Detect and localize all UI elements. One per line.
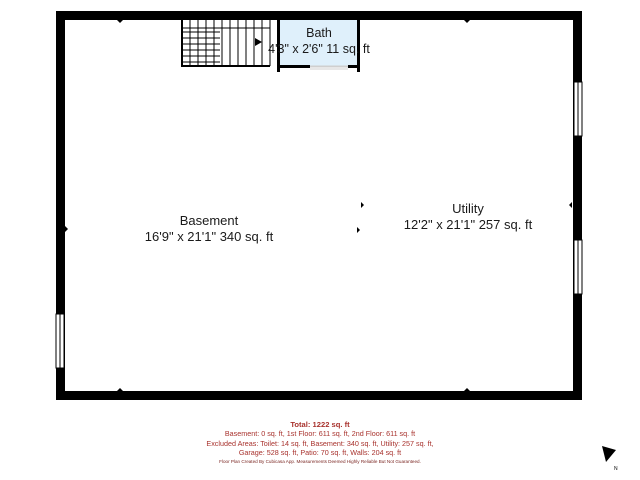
utility-label (388, 201, 548, 233)
basement-dimensions: 16'9" x 21'1" 340 sq. ft (144, 229, 274, 244)
area-summary (0, 420, 640, 466)
window-left (56, 314, 64, 368)
compass-label: N (614, 466, 618, 472)
window-right-upper (574, 82, 582, 136)
bath-label (259, 25, 379, 57)
utility-dimensions: 12'2" x 21'1" 257 sq. ft (403, 217, 533, 232)
bath-dimensions: 4'3" x 2'6" 11 sq. ft (268, 42, 370, 56)
basement-name: Basement (179, 213, 239, 228)
basement-label (129, 213, 289, 245)
stairs (182, 20, 270, 66)
disclaimer: Floor Plan Created By Cubicasa App. Measurements Deemed Highly Reliable But Not Guaranteed. (219, 458, 421, 464)
excluded-areas: Excluded Areas: Toilet: 14 sq. ft, Basement: 340 sq. ft, Utility: 257 sq. ft, (206, 438, 434, 448)
other-areas: Garage: 528 sq. ft, Patio: 70 sq. ft, Walls: 204 sq. ft (238, 448, 402, 458)
utility-name: Utility (452, 201, 484, 216)
floor-areas: Basement: 0 sq. ft, 1st Floor: 611 sq. ft, 2nd Floor: 611 sq. ft (224, 429, 416, 439)
bath-name: Bath (306, 26, 332, 40)
total-area: Total: 1222 sq. ft (290, 420, 350, 429)
window-right-lower (574, 240, 582, 294)
